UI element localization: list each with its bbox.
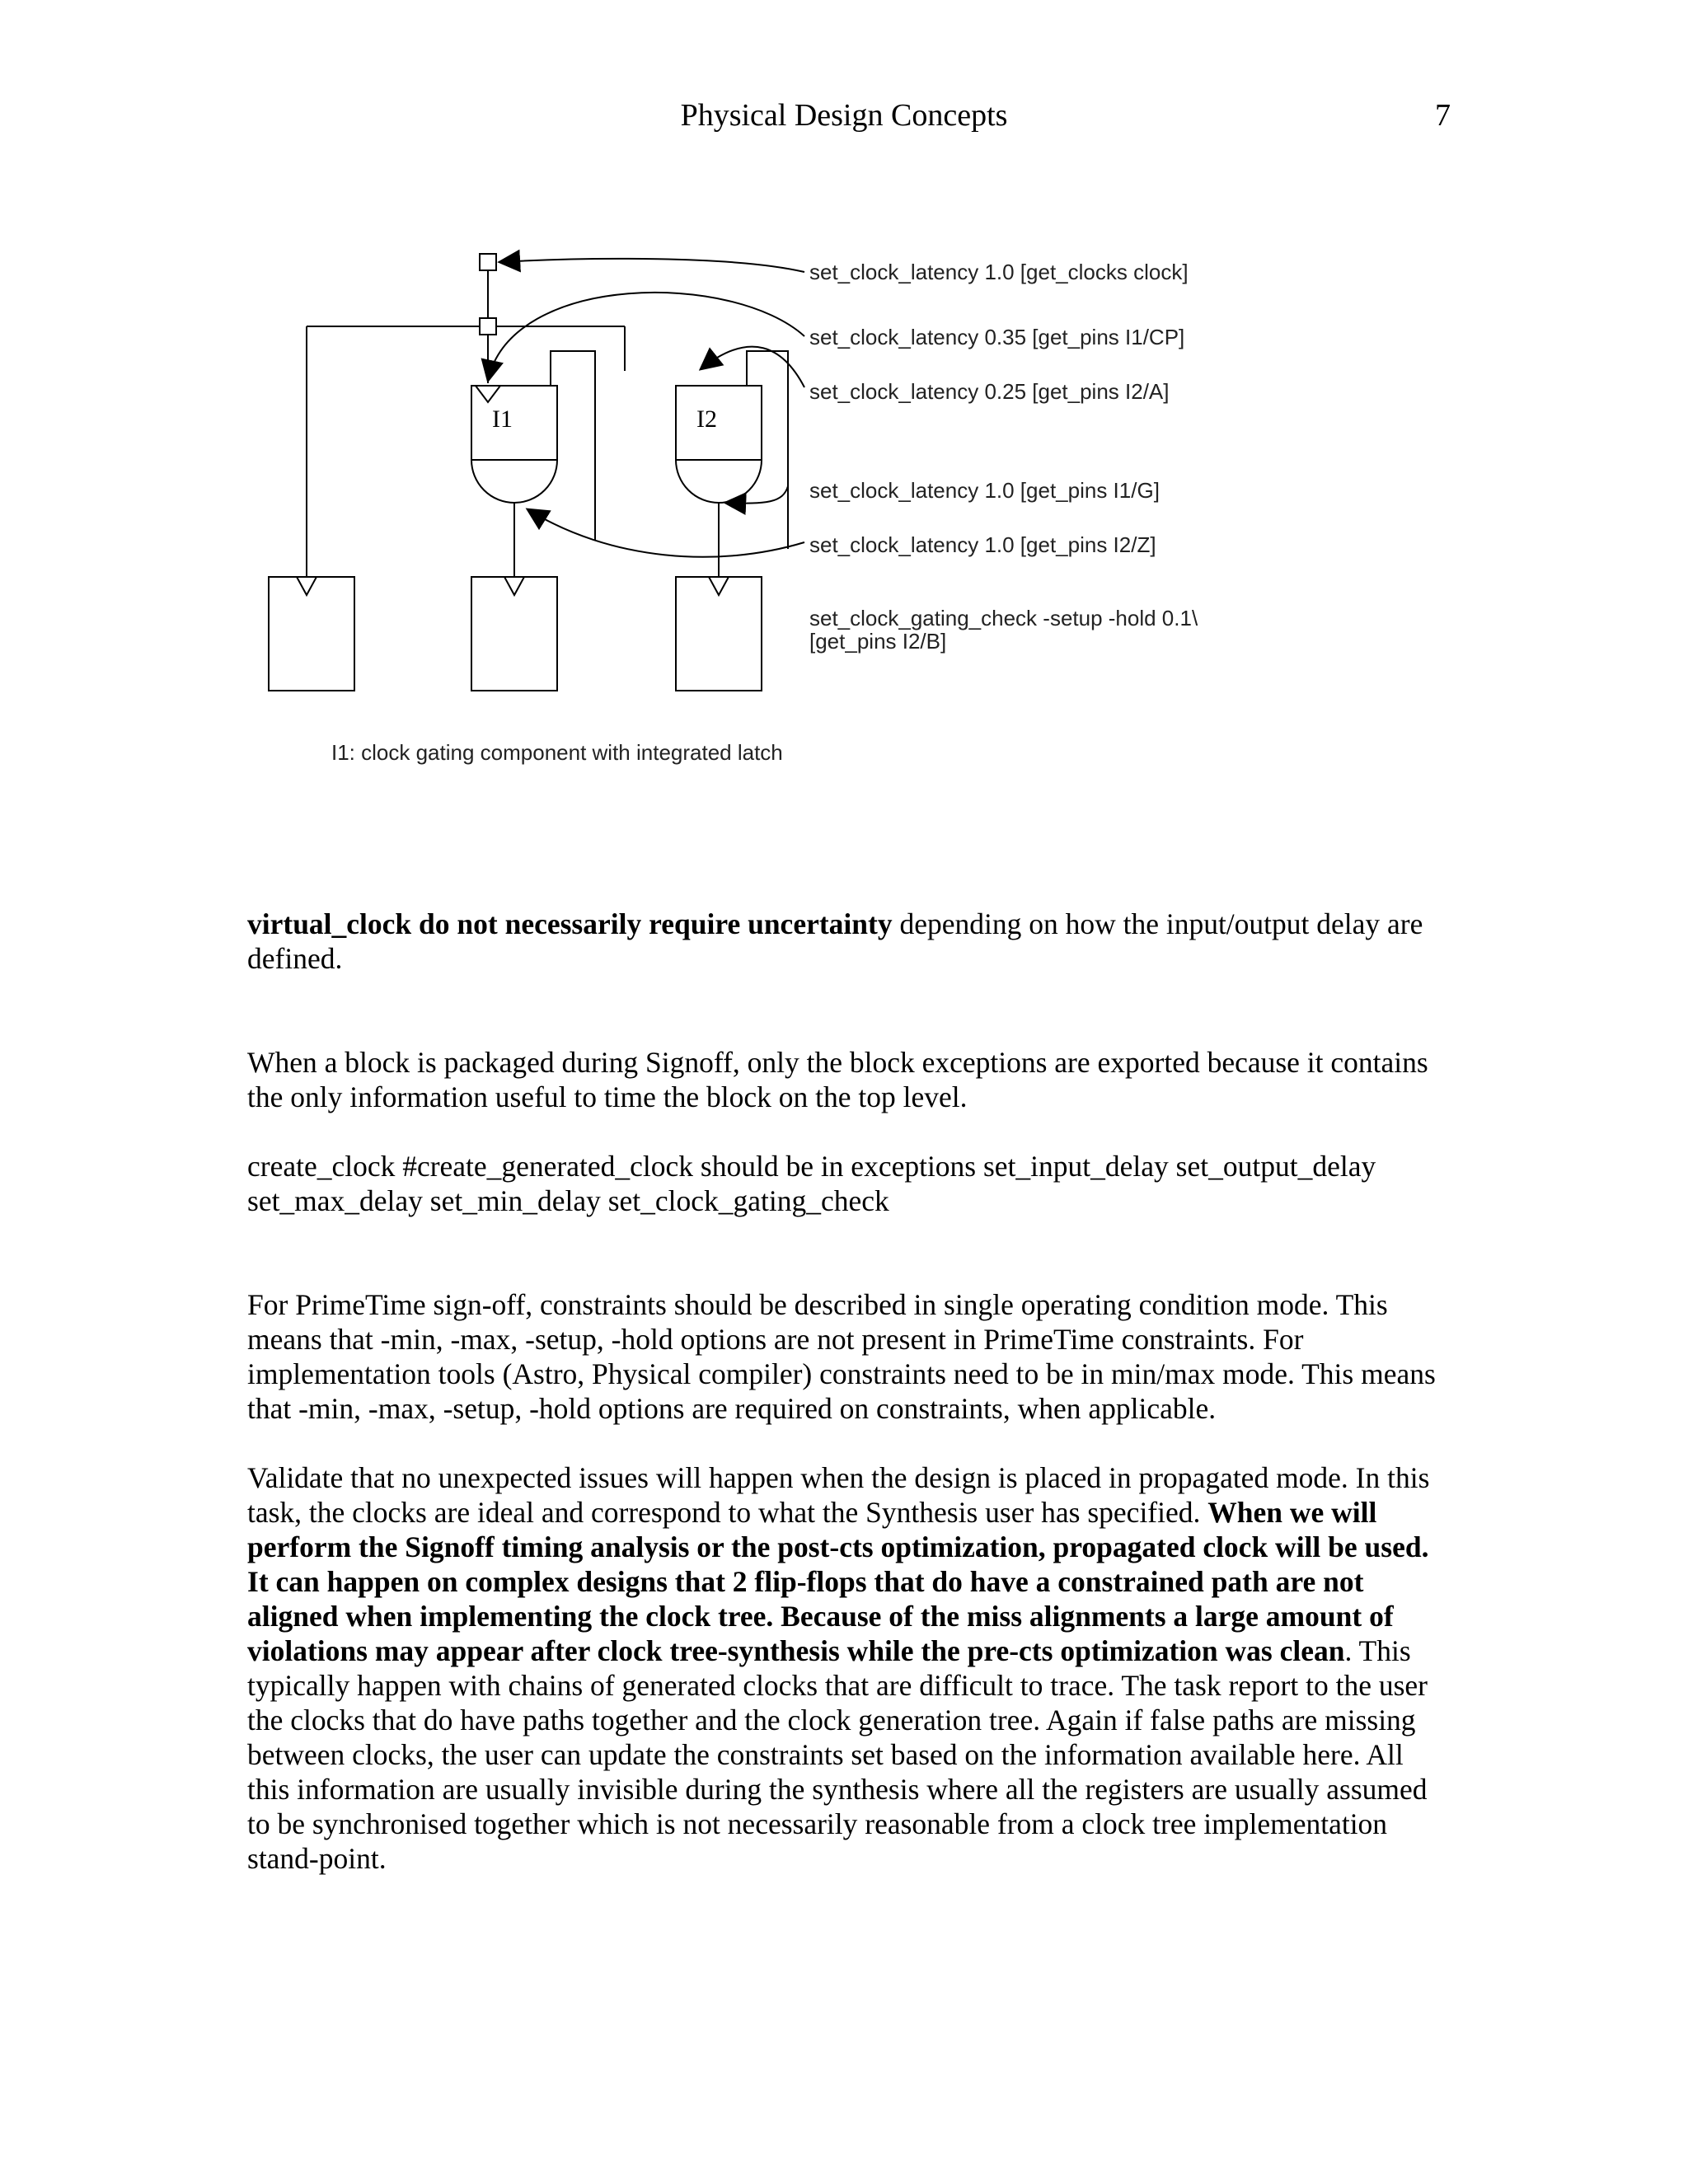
paragraph-propagated-mode: [247, 1460, 1451, 1876]
flip-flop-left-clock-pin: [297, 577, 316, 595]
paragraph-exception-commands: [247, 1149, 1451, 1218]
cell-i2-body: [676, 386, 762, 460]
arrow-clock-latency: [499, 259, 804, 272]
paragraph-virtual-clock: [247, 907, 1451, 976]
paragraph-signoff-packaging: [247, 1045, 1451, 1114]
cell-i2-label: I2: [696, 405, 717, 433]
annotation-gating-check-pin: [get_pins I2/B]: [809, 629, 947, 654]
paragraph-primetime-signoff-text: For PrimeTime sign-off, constraints should be described in single operating condition mode. This means that -min, -max, -setup, -hold options are not present in PrimeTime constraints. For implementation tools (Astro, Physical compiler) constraints need to be in min/max mode. This means that -min, -max, -setup, -hold options are required on constraints, when applicable.: [247, 1288, 1436, 1425]
cell-i1-clock-pin: [476, 386, 500, 402]
paragraph-propagated-mode-start: Validate that no unexpected issues will happen when the design is placed in propagated mode. In this task, the clocks are ideal and correspond to what the Synthesis user has specified.: [247, 1461, 1430, 1529]
clock-gating-diagram: [239, 239, 1286, 783]
page-number: 7: [1435, 98, 1451, 133]
arrow-i1-cp: [488, 293, 804, 381]
annotation-gating-check: set_clock_gating_check -setup -hold 0.1\: [809, 606, 1198, 630]
arrow-i2-z: [528, 509, 804, 557]
cell-i2-gate: [676, 460, 762, 503]
paragraph-virtual-clock-bold: virtual_clock do not necessarily require uncertainty: [247, 907, 893, 940]
flip-flop-middle-clock-pin: [504, 577, 524, 595]
annotation-i2-z: set_clock_latency 1.0 [get_pins I2/Z]: [809, 532, 1156, 557]
cell-i1-gate: [471, 460, 557, 503]
cell-i1-label: I1: [492, 405, 513, 433]
paragraph-propagated-mode-bold: When we will perform the Signoff timing analysis or the post-cts optimization, propagated clock will be used. It can happen on complex designs that 2 flip-flops that do have a constrained path are not aligned when implementing the clock tree. Because of the miss alignments a large amount of violations may appear after clock tree-synthesis while the pre-cts optimization was clean: [247, 1496, 1429, 1667]
arrow-i2-a: [701, 347, 804, 387]
paragraph-virtual-clock-rest: depending on how the input/output delay are defined.: [247, 907, 1423, 975]
figure-caption: I1: clock gating component with integrated latch: [331, 740, 783, 765]
annotation-i1-cp: set_clock_latency 0.35 [get_pins I1/CP]: [809, 325, 1185, 349]
paragraph-signoff-packaging-text: When a block is packaged during Signoff, only the block exceptions are exported because it contains the only information useful to time the block on the top level.: [247, 1046, 1428, 1113]
annotation-i1-g: set_clock_latency 1.0 [get_pins I1/G]: [809, 478, 1160, 503]
i2-enable-wire: [747, 351, 788, 549]
arrow-i1-g: [725, 486, 788, 504]
running-title: Physical Design Concepts: [680, 98, 1008, 133]
clock-branch-node: [480, 318, 496, 335]
paragraph-primetime-signoff: [247, 1287, 1451, 1426]
paragraph-exception-commands-text: create_clock #create_generated_clock should be in exceptions set_input_delay set_output_delay set_max_delay set_min_delay set_clock_gating_check: [247, 1150, 1376, 1217]
clock-source-port: [480, 254, 496, 270]
diagram-svg: [239, 239, 1286, 783]
annotation-i2-a: set_clock_latency 0.25 [get_pins I2/A]: [809, 379, 1170, 404]
flip-flop-right-clock-pin: [709, 577, 729, 595]
paragraph-propagated-mode-end: . This typically happen with chains of generated clocks that are difficult to trace. The task report to the user the clocks that do have paths together and the clock generation tree. Again if false paths are missing between clocks, the user can update the constraints set based on the information available here. All this information are usually invisible during the synthesis where all the registers are usually assumed to be synchronised together which is not necessarily reasonable from a clock tree implementation stand-point.: [247, 1634, 1428, 1875]
flip-flop-left: [269, 577, 354, 691]
annotation-clock-latency: set_clock_latency 1.0 [get_clocks clock]: [809, 260, 1189, 284]
